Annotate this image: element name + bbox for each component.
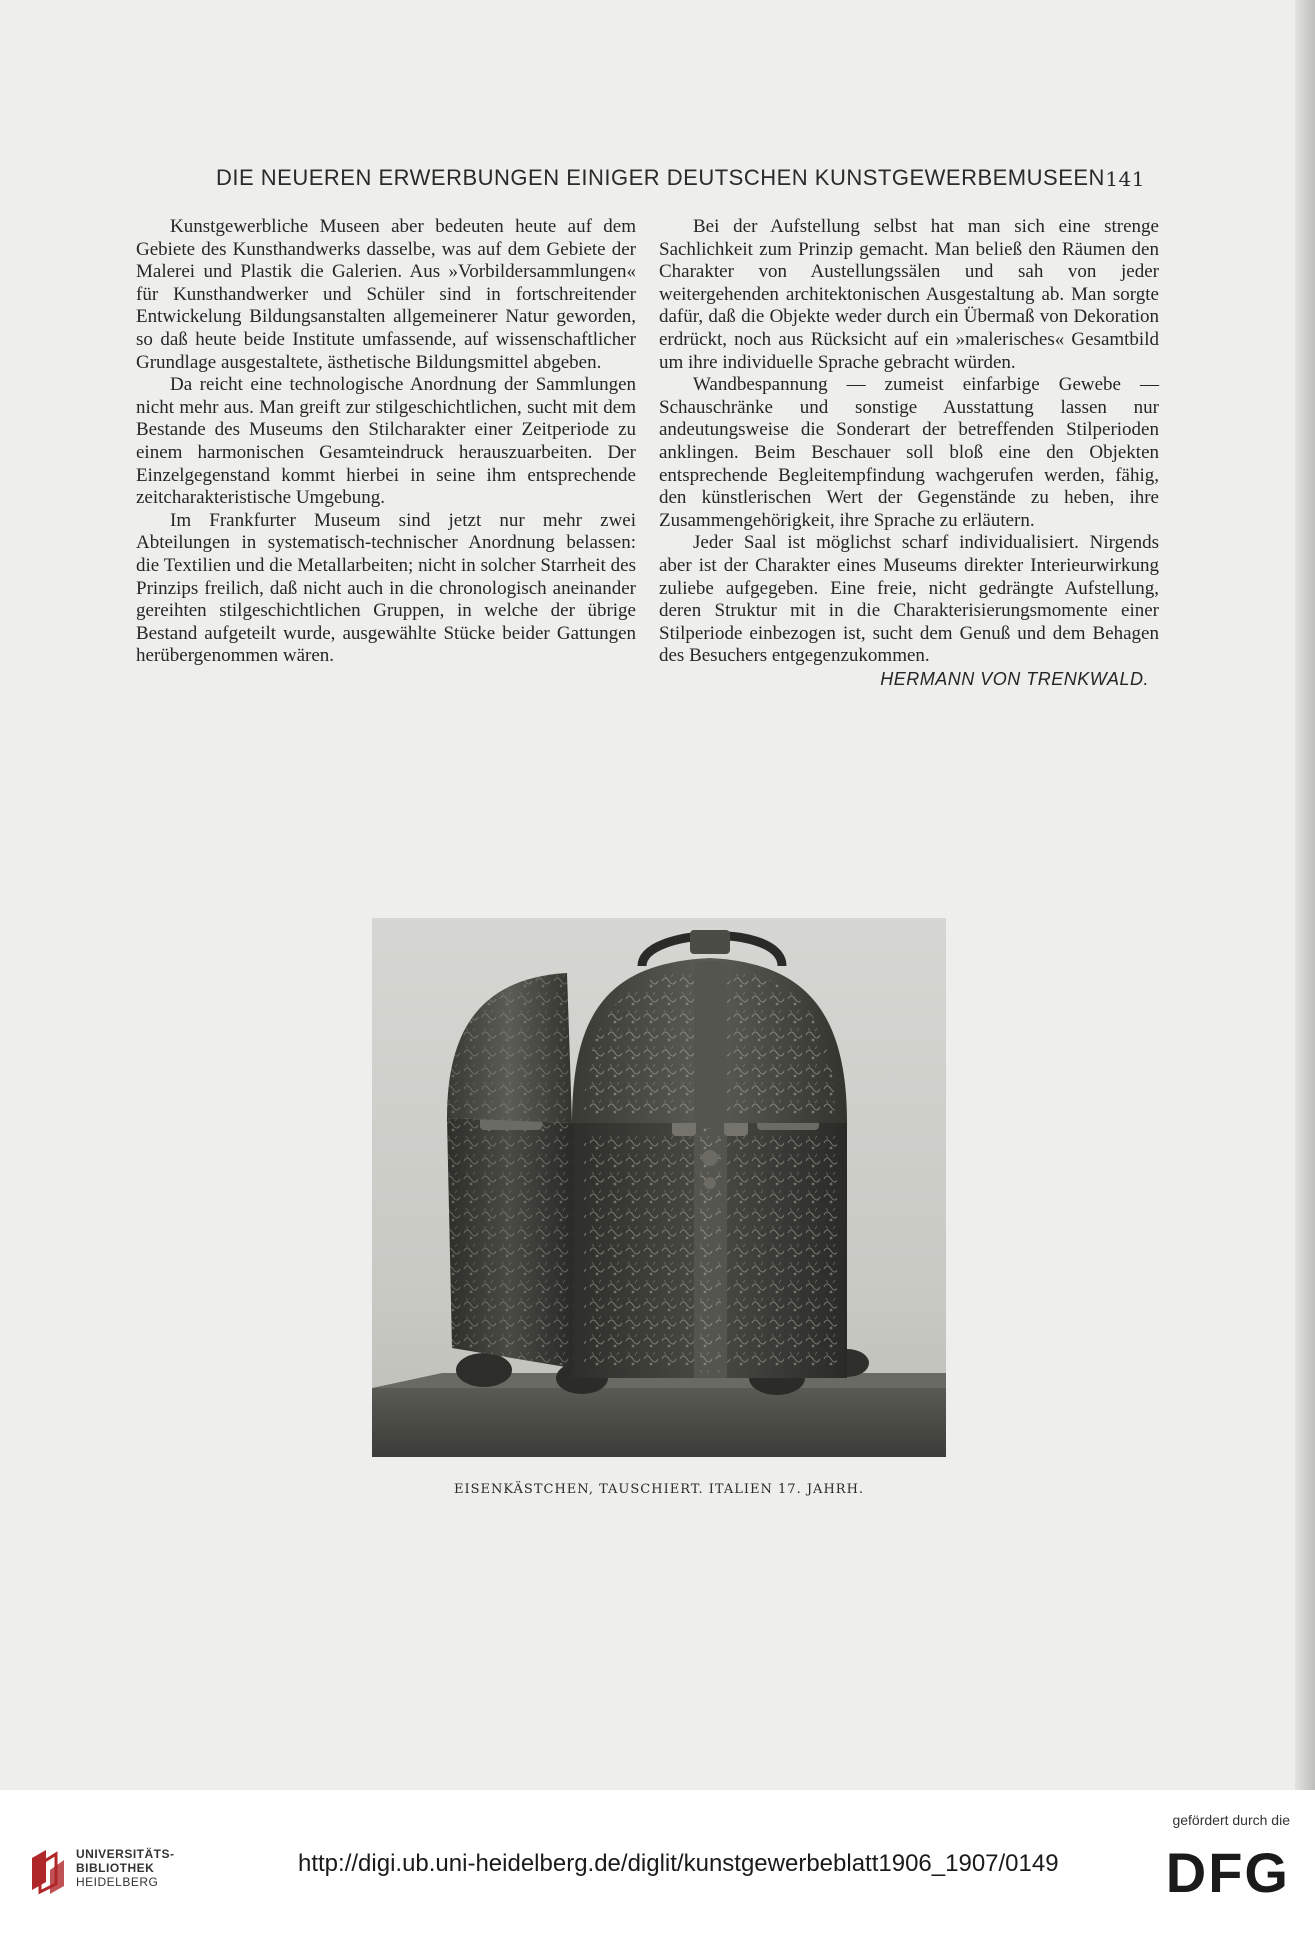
- running-head-title: DIE NEUEREN ERWERBUNGEN EINIGER DEUTSCHEN KUNSTGEWERBEMUSEEN: [216, 165, 1105, 190]
- casket-foot: [456, 1353, 512, 1387]
- paragraph: Jeder Saal ist möglichst scharf individualisiert. Nirgends aber ist der Charakter eines Museums direkter Interieurwirkung zuliebe aufgegeben. Eine freie, nicht gedrängte Aufstellung, deren Struktur mit in die Charakterisierungsmomente einer Stilperiode einbezogen ist, sucht dem Genuß und dem Behagen des Besuchers entgegenzukommen.: [659, 532, 1159, 667]
- library-name-line: HEIDELBERG: [76, 1875, 159, 1889]
- running-head: [210, 165, 1145, 195]
- left-text-column: [136, 216, 636, 668]
- funding-note: gefördert durch die: [1172, 1812, 1290, 1828]
- library-name-line: BIBLIOTHEK: [76, 1861, 155, 1875]
- paragraph: Da reicht eine technologische Anordnung der Sammlungen nicht mehr aus. Man greift zur stilgeschichtlichen, sucht mit dem Bestande des Museums den Stilcharakter einer Zeitperiode zu einem harmonischen Gesamteindruck herauszuarbeiten. Der Einzelgegenstand kommt hierbei in seine ihm entsprechende zeitcharakteristische Umgebung.: [136, 374, 636, 509]
- tabletop: [372, 1388, 946, 1457]
- paragraph: Im Frankfurter Museum sind jetzt nur mehr zwei Abteilungen in systematisch-technischer Anordnung belassen: die Textilien und die Metallarbeiten; nicht in solcher Starrheit des Prinzips freilich, daß nicht auch in die chronologisch aneinander gereihten stilgeschichtlichen Gruppen, in welche der übrige Bestand aufgeteilt wurde, ausgewählte Stücke beider Gattungen herübergenommen wären.: [136, 509, 636, 667]
- casket-photograph: [372, 918, 946, 1457]
- source-url-link[interactable]: http://digi.ub.uni-heidelberg.de/diglit/kunstgewerbeblatt1906_1907/0149: [298, 1850, 1059, 1877]
- paragraph: Kunstgewerbliche Museen aber bedeuten heute auf dem Gebiete des Kunsthandwerks dasselbe, was auf dem Gebiete der Malerei und Plastik die Galerien. Aus »Vorbildersammlungen« für Kunsthandwerker und Schüler sind in fortschreitender Entwickelung Bildungsanstalten allgemeinerer Natur geworden, so daß heute beide Institute umfassende, auf wissenschaftlicher Grundlage ausgestaltete, ästhetische Bildungsmittel abgeben.: [136, 216, 636, 373]
- paragraph: Bei der Aufstellung selbst hat man sich eine strenge Sachlichkeit zum Prinzip gemacht. Man beließ den Räumen den Charakter von Austellungssälen und sah von jeder weitergehenden architektonischen Ausgestaltung ab. Man sorgte dafür, daß die Objekte weder durch ein Übermaß von Dekoration erdrückt, noch aus Rücksicht auf ein »malerisches« Gesamtbild um ihre individuelle Sprache gebracht würden.: [659, 216, 1159, 373]
- figure-caption: EISENKÄSTCHEN, TAUSCHIERT. ITALIEN 17. JAHRH.: [453, 1482, 865, 1497]
- digitization-footer: [0, 1790, 1315, 1935]
- author-signature: HERMANN VON TRENKWALD.: [880, 668, 1149, 689]
- university-library-logo-icon: [26, 1846, 68, 1896]
- page-spine-shadow: [1295, 0, 1315, 1790]
- page-number: 141: [1105, 167, 1145, 191]
- right-text-column: [659, 216, 1159, 690]
- library-name-line: UNIVERSITÄTS-: [76, 1847, 175, 1861]
- dfg-logo: DFG: [1165, 1841, 1290, 1904]
- library-name: [76, 1847, 175, 1889]
- paragraph: Wandbespannung — zumeist einfarbige Gewebe — Schauschränke und sonstige Ausstattung lassen nur andeutungsweise die Sonderart der betreffenden Stilperioden anklingen. Beim Beschauer soll bloß eine den Objekten entsprechende Begleitempfindung wachgerufen werden, fähig, den künstlerischen Wert der Gegenstände zu heben, ihre Zusammengehörigkeit, ihre Sprache zu erläutern.: [659, 374, 1159, 531]
